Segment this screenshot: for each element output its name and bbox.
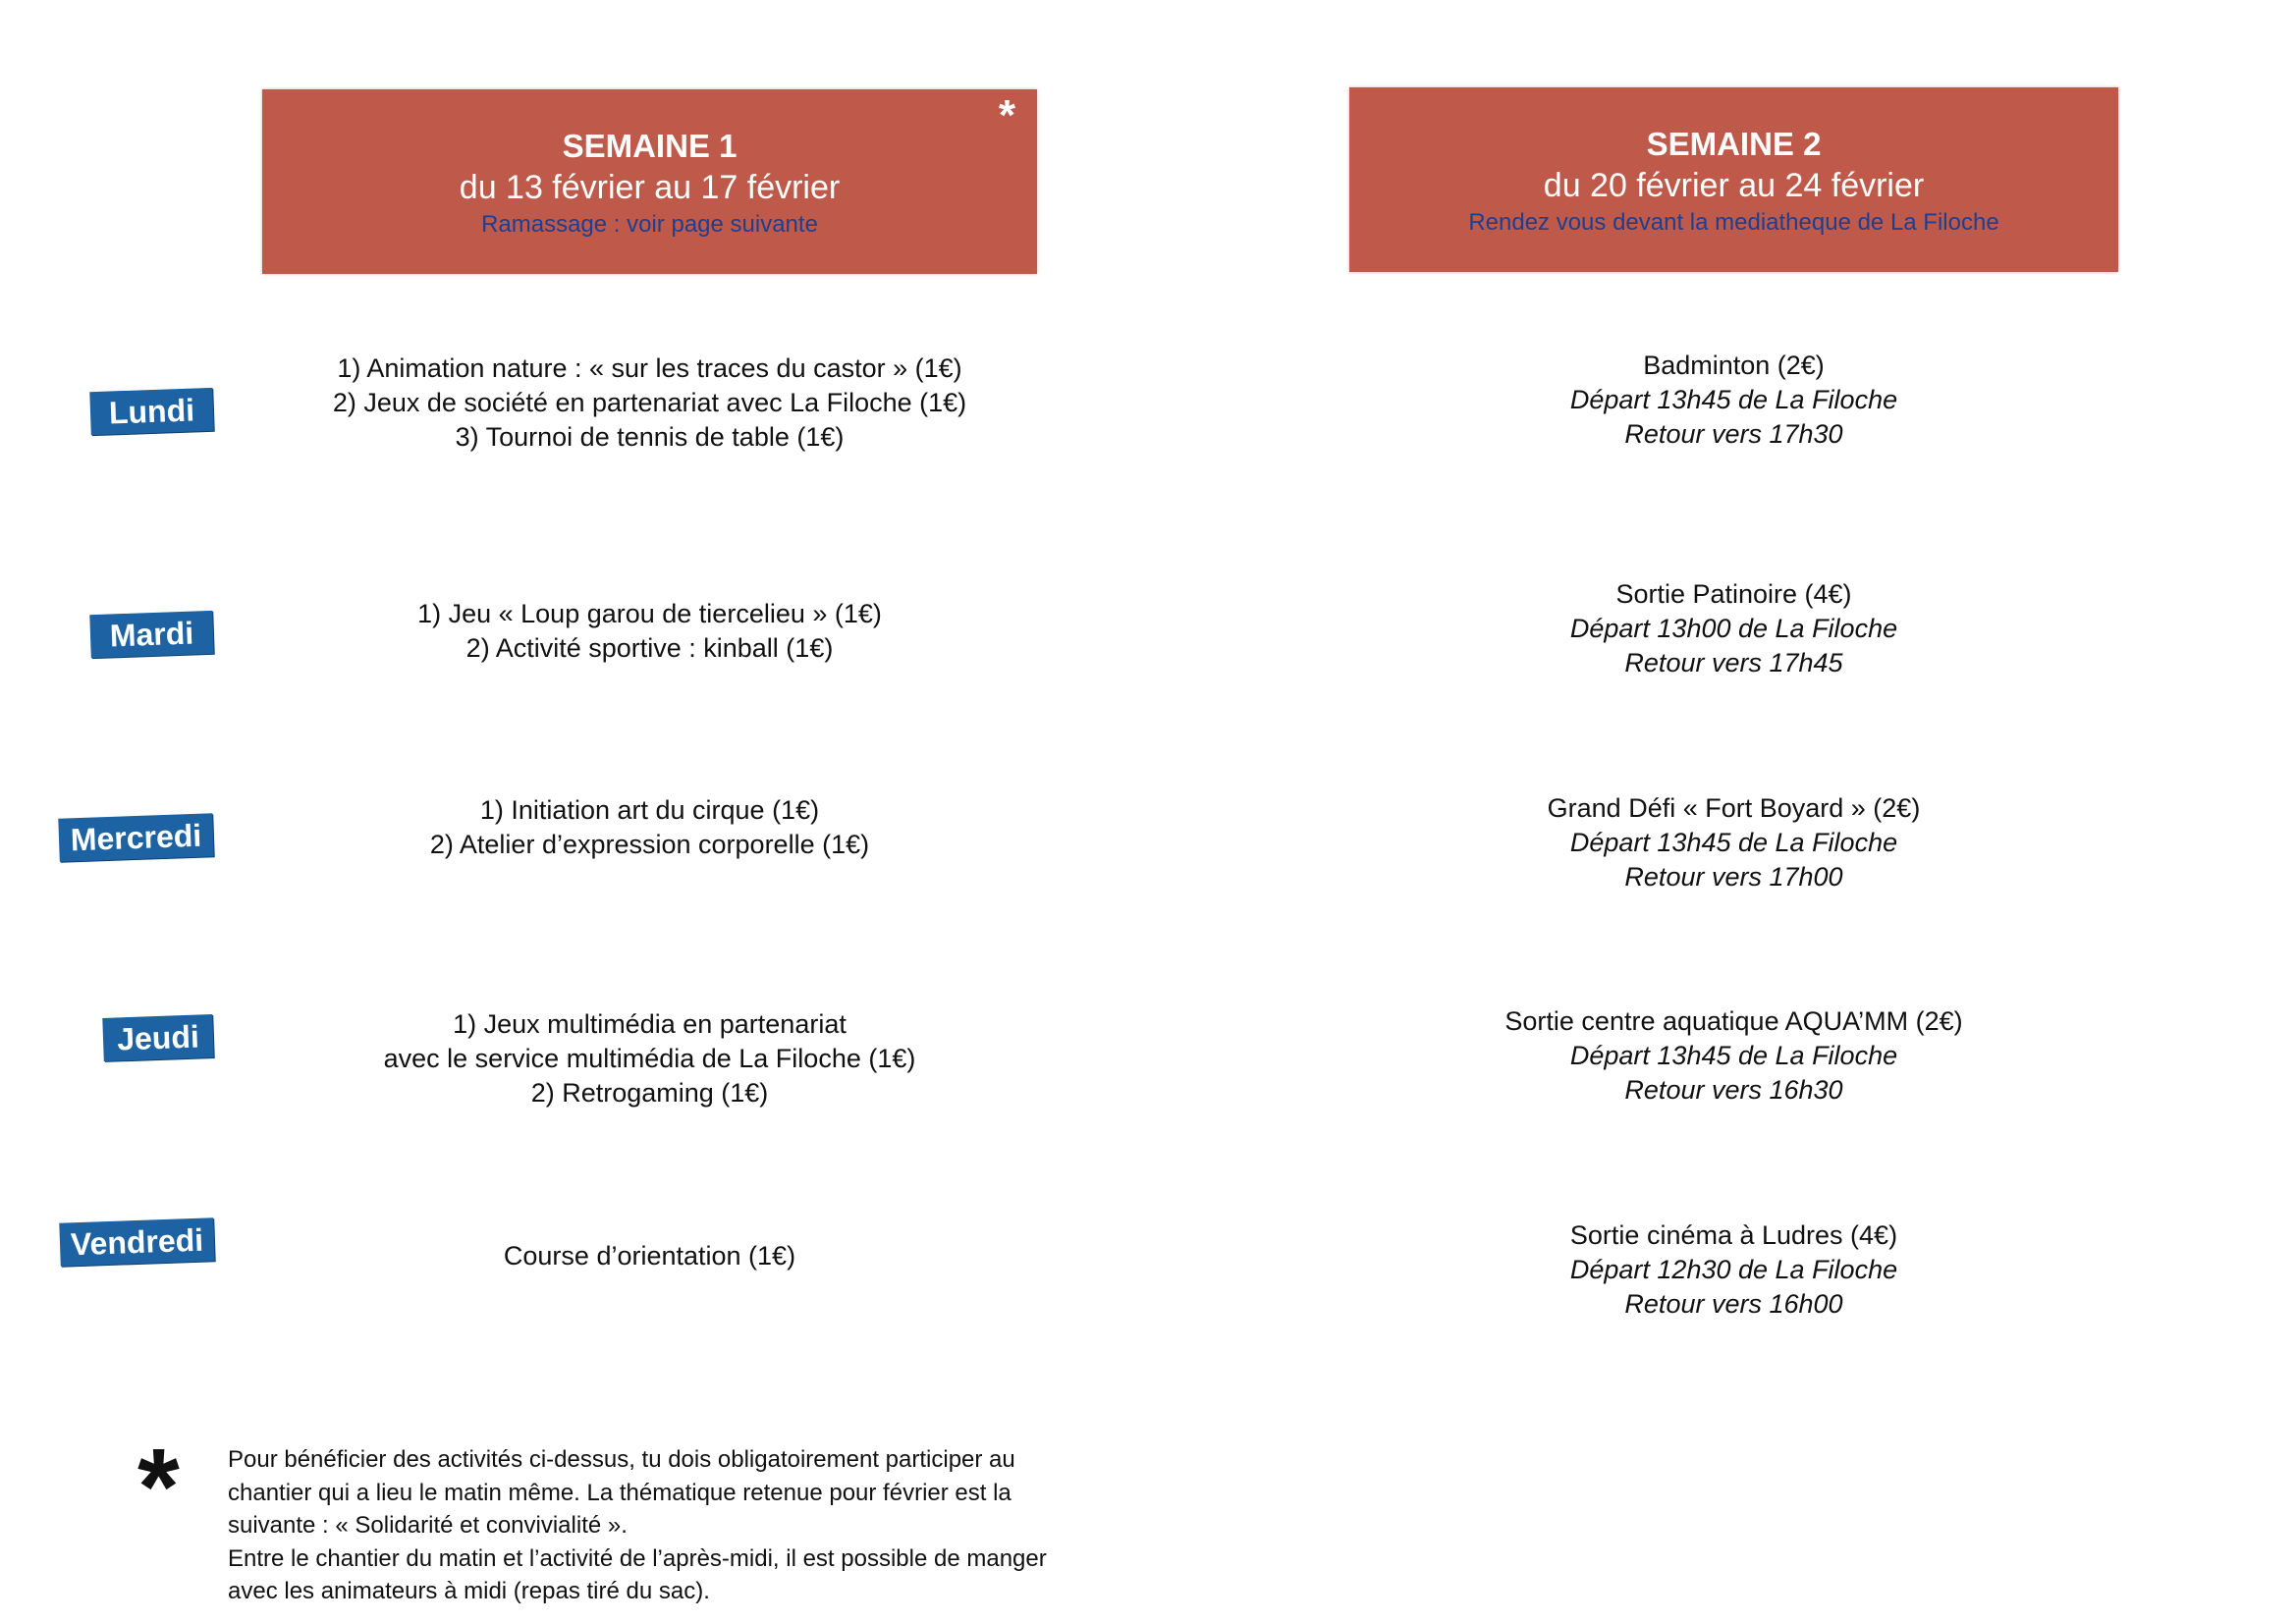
week-2-dates: du 20 février au 24 février [1543, 167, 1925, 204]
activity-title: Sortie cinéma à Ludres (4€) [1569, 1220, 1898, 1250]
footnote-line: suivante : « Solidarité et convivialité ». [228, 1512, 628, 1539]
day-label-jeudi: Jeudi [102, 1014, 213, 1061]
return-time: Retour vers 16h00 [1624, 1289, 1843, 1319]
week-1-mardi-activities [262, 597, 1037, 666]
return-time: Retour vers 17h00 [1624, 862, 1843, 892]
activity-line: 1) Jeux multimédia en partenariat [453, 1009, 847, 1039]
day-label-mercredi: Mercredi [58, 813, 213, 861]
week-1-note: Ramassage : voir page suivante [481, 211, 818, 238]
footnote-text [228, 1443, 1112, 1608]
activity-line: 3) Tournoi de tennis de table (1€) [455, 422, 845, 452]
week-2-header [1349, 87, 2118, 272]
week-2-mardi-activity [1349, 577, 2118, 680]
week-1-lundi-activities [262, 352, 1037, 455]
return-time: Retour vers 17h45 [1624, 648, 1843, 677]
footnote-asterisk-icon: * [137, 1427, 180, 1547]
activity-title: Badminton (2€) [1643, 351, 1825, 380]
week-2-note: Rendez vous devant la mediatheque de La Filoche [1468, 209, 1999, 236]
week-1-header [262, 89, 1037, 274]
activity-line: 1) Initiation art du cirque (1€) [479, 795, 820, 825]
footnote-line: Pour bénéficier des activités ci-dessus, tu dois obligatoirement participer au [228, 1446, 1015, 1473]
day-label-lundi: Lundi [89, 388, 213, 435]
footnote-line: Entre le chantier du matin et l’activité de l’après-midi, il est possible de manger [228, 1544, 1047, 1572]
departure-time: Départ 13h45 de La Filoche [1569, 385, 1898, 414]
activity-line: 1) Animation nature : « sur les traces du castor » (1€) [337, 353, 962, 383]
return-time: Retour vers 17h30 [1624, 419, 1843, 449]
footnote-line: chantier qui a lieu le matin même. La thématique retenue pour février est la [228, 1479, 1011, 1506]
activity-title: Sortie centre aquatique AQUA’MM (2€) [1504, 1006, 1963, 1036]
activity-line: 2) Activité sportive : kinball (1€) [465, 633, 834, 663]
activity-line: Course d’orientation (1€) [503, 1241, 796, 1271]
departure-time: Départ 13h45 de La Filoche [1569, 1041, 1898, 1070]
return-time: Retour vers 16h30 [1624, 1075, 1843, 1105]
week-2-jeudi-activity [1349, 1004, 2118, 1108]
day-label-mardi: Mardi [89, 611, 213, 658]
departure-time: Départ 13h45 de La Filoche [1569, 828, 1898, 857]
activity-title: Sortie Patinoire (4€) [1615, 579, 1852, 609]
footnote-line: avec les animateurs à midi (repas tiré du sac). [228, 1578, 710, 1604]
activity-line: 2) Atelier d’expression corporelle (1€) [429, 830, 870, 859]
week-1-vendredi-activities [262, 1239, 1037, 1273]
day-label-vendredi: Vendredi [59, 1217, 214, 1266]
week-2-lundi-activity [1349, 349, 2118, 452]
week-2-mercredi-activity [1349, 791, 2118, 894]
week-2-title: SEMAINE 2 [1646, 126, 1822, 162]
activity-line: 2) Jeux de société en partenariat avec La Filoche (1€) [332, 388, 967, 417]
week-1-title: SEMAINE 1 [562, 128, 738, 164]
activity-line: avec le service multimédia de La Filoche (1€) [383, 1044, 916, 1073]
departure-time: Départ 12h30 de La Filoche [1569, 1255, 1898, 1284]
activity-line: 1) Jeu « Loup garou de tiercelieu » (1€) [417, 599, 882, 628]
departure-time: Départ 13h00 de La Filoche [1569, 614, 1898, 643]
activity-title: Grand Défi « Fort Boyard » (2€) [1547, 793, 1921, 823]
activity-line: 2) Retrogaming (1€) [530, 1078, 769, 1108]
week-1-dates: du 13 février au 17 février [459, 169, 841, 206]
week-2-vendredi-activity [1349, 1218, 2118, 1322]
week-1-mercredi-activities [262, 793, 1037, 862]
asterisk-icon: * [998, 91, 1015, 139]
week-1-jeudi-activities [262, 1007, 1037, 1110]
